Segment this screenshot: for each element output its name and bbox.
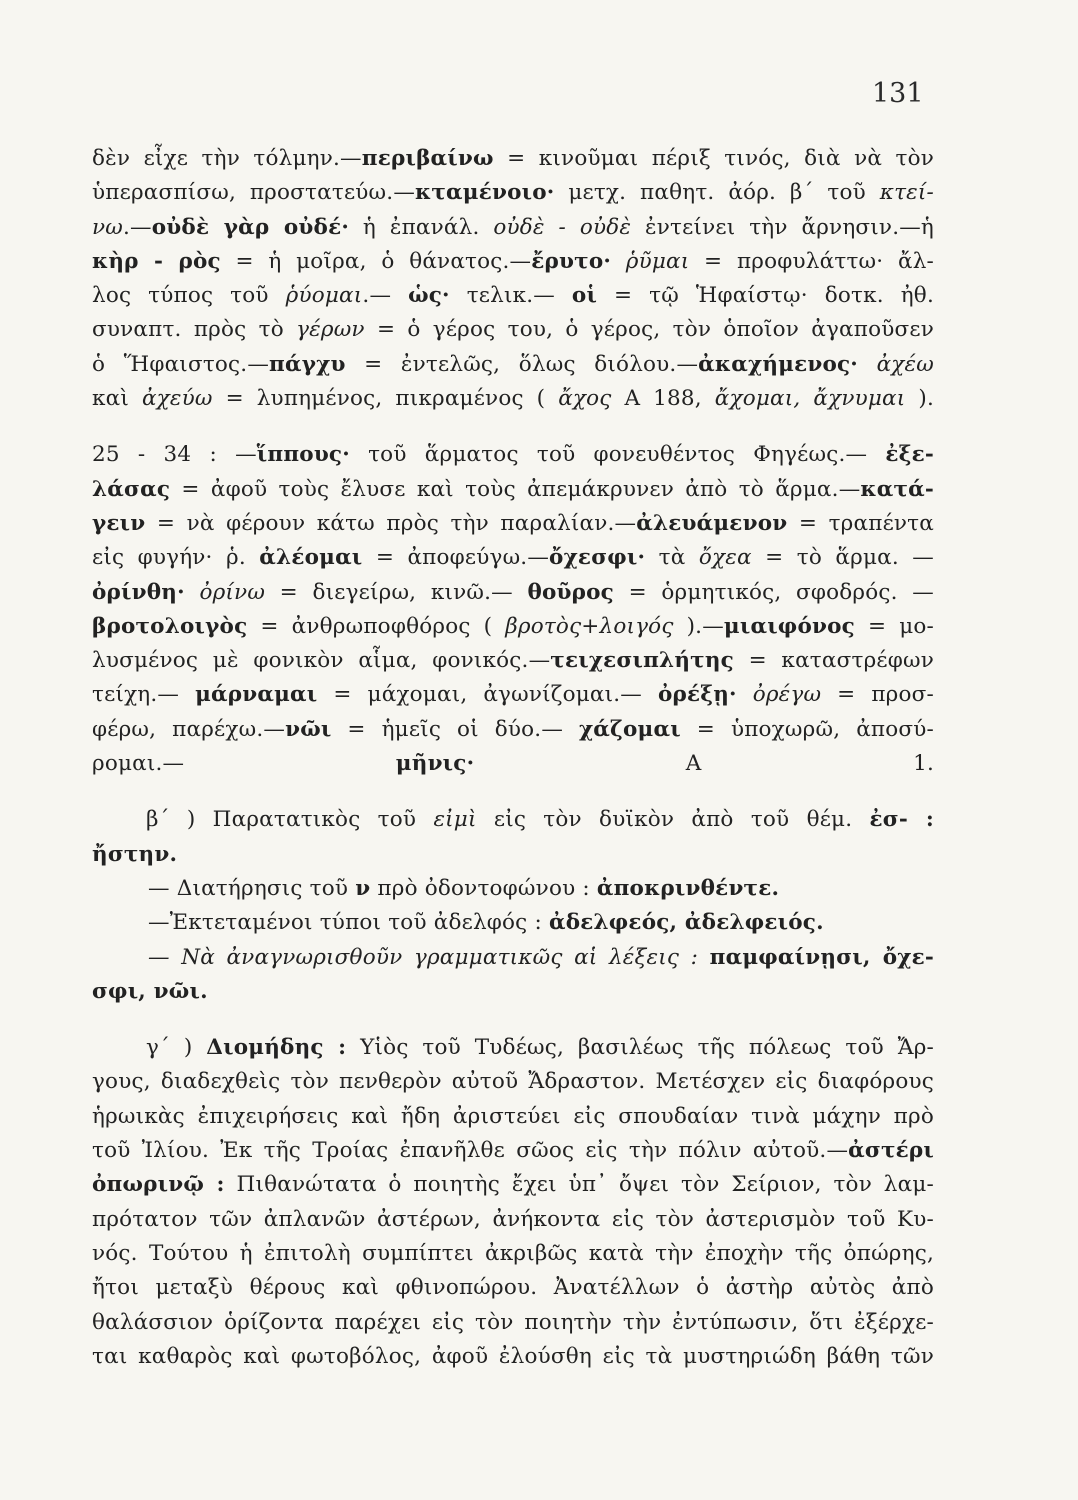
text-line: [92, 1340, 934, 1374]
text-run: Α 188,: [611, 386, 715, 412]
text-line: [92, 541, 934, 575]
bold-term: ἵππους·: [256, 442, 350, 468]
bold-term: ἀκαχήμενος·: [698, 351, 858, 377]
text-run: = λυπημένος, πικραμένος (: [212, 386, 559, 412]
text-line: [92, 382, 934, 416]
text-run: εἰς τὸν δυϊκὸν ἀπὸ τοῦ θέμ.: [476, 807, 870, 833]
text-run: λος τύπος τοῦ: [92, 283, 286, 309]
text-run: ται καθαρὸς καὶ φωτοβόλος, ἀφοῦ ἐλούσθη εἰς τὰ μυστηριώδη βάθη τῶν: [92, 1343, 934, 1369]
bold-term: περιβαίνω: [361, 146, 494, 171]
text-line: [92, 1271, 934, 1305]
text-run: εἰς φυγήν· ῥ.: [92, 545, 260, 571]
italic-term: εἰμὶ: [433, 807, 477, 833]
italic-term: ῥῦμαι: [625, 248, 690, 274]
bold-term: ἀδελφεός, ἀδελφειός.: [548, 910, 824, 936]
text-run: συναπτ. πρὸς τὸ: [92, 317, 297, 343]
text-run: τείχη.—: [92, 682, 196, 708]
bold-term: κταμένοιο·: [415, 180, 555, 206]
text-run: = κινοῦμαι πέριξ τινός, διὰ νὰ τὸν: [493, 146, 935, 171]
italic-term: ἄχομαι, ἄχνυμαι: [714, 386, 906, 412]
text-run: ἡ ἐπανάλ.: [349, 214, 494, 240]
bold-term: κατά-: [860, 476, 934, 502]
bold-term: ἀλέομαι: [259, 545, 363, 571]
italic-term: γέρων: [296, 317, 365, 343]
bold-term: χάζομαι: [578, 716, 681, 742]
text-run: — Διατήρησις τοῦ: [148, 875, 356, 901]
text-line: [92, 975, 934, 1009]
text-run: νός. Τούτου ἡ ἐπιτολὴ συμπίπτει ἀκριβῶς κατὰ τὴν ἐποχὴν τῆς ὀπώρης,: [92, 1240, 934, 1266]
text-run: = ὁ γέρος του, ὁ γέρος, τὸν ὁποῖον ἀγαποῦσεν: [364, 317, 934, 343]
text-run: = ὁρμητικός, σφοδρός. —: [613, 579, 934, 605]
text-run: Πιθανώτατα ὁ ποιητὴς ἔχει ὑπ᾿ ὄψει τὸν Σείριον, τὸν λαμ-: [224, 1172, 934, 1198]
bold-term: ὀπωρινῷ :: [92, 1172, 225, 1198]
text-line: [92, 1306, 934, 1340]
text-line: [92, 1203, 934, 1237]
italic-term: κτεί-: [879, 180, 934, 206]
text-run: β΄ ) Παρατατικὸς τοῦ: [146, 807, 434, 833]
text-line: [92, 576, 934, 610]
bold-term: μῆνις·: [395, 751, 475, 777]
text-line: [92, 644, 934, 678]
text-run: δὲν εἶχε τὴν τόλμην.—: [92, 146, 362, 171]
text-run: = ἀνθρωποφθόρος (: [247, 613, 506, 639]
text-run: ρομαι.—: [92, 751, 396, 777]
bold-term: τειχεσιπλήτης: [550, 648, 734, 674]
italic-term: ἀχέω: [876, 351, 934, 377]
text-run: = καταστρέφων: [733, 648, 935, 674]
text-run: τοῦ ἅρματος τοῦ φονευθέντος Φηγέως.—: [349, 442, 886, 468]
text-run: = προφυλάττω· ἄλ-: [689, 248, 934, 274]
bold-term: παμφαίνῃσι, ὄχε-: [709, 944, 934, 970]
text-line: [92, 176, 934, 210]
text-line: [92, 610, 934, 644]
bold-term: βροτολοιγὸς: [92, 613, 248, 639]
bold-term: ἐσ- :: [869, 807, 934, 833]
text-line: [92, 473, 934, 507]
text-run: = νὰ φέρουν κάτω πρὸς τὴν παραλίαν.—: [145, 510, 637, 536]
text-run: [737, 682, 753, 707]
bold-term: νῶι: [285, 716, 332, 742]
text-run: πρότατον τῶν ἀπλανῶν ἀστέρων, ἀνήκοντα εἰς τὸν ἀστερισμὸν τοῦ Κυ-: [92, 1206, 934, 1232]
text-line: [92, 941, 934, 975]
bold-term: γειν: [92, 510, 146, 536]
bold-term: ν: [355, 875, 371, 901]
text-line: [92, 142, 934, 176]
text-run: = ἀποφεύγω.—: [362, 545, 550, 571]
text-line: [92, 678, 934, 712]
text-run: ).: [905, 386, 934, 412]
text-line: [92, 1065, 934, 1099]
text-line: [92, 1237, 934, 1271]
body-text: [92, 142, 934, 1374]
bold-term: μιαιφόνος: [723, 613, 855, 639]
text-run: = τραπέντα: [787, 510, 934, 536]
italic-term: βροτὸς+λοιγός: [505, 613, 674, 639]
bold-term: ὄχεσφι·: [549, 545, 646, 571]
text-run: θαλάσσιον ὁρίζοντα παρέχει εἰς τὸν ποιητὴν τὴν ἐντύπωσιν, ὅτι ἐξέρχε-: [92, 1309, 934, 1335]
text-line: [92, 747, 934, 781]
text-line: [92, 507, 934, 541]
text-run: Α 1.: [474, 751, 934, 777]
paragraph-gap: [92, 781, 934, 803]
text-run: 25 - 34 : —: [92, 442, 257, 468]
text-run: ).—: [673, 613, 724, 639]
text-run: = ἡ μοῖρα, ὁ θάνατος.—: [220, 248, 532, 274]
text-line: [92, 211, 934, 245]
text-run: τοῦ Ἰλίου. Ἐκ τῆς Τροίας ἐπανῆλθε σῶος εἰς τὴν πόλιν αὐτοῦ.—: [92, 1138, 849, 1164]
italic-term: οὐδὲ - οὐδὲ: [493, 214, 632, 240]
text-line: [92, 1168, 934, 1202]
bold-term: λάσας: [92, 476, 171, 502]
text-run: [185, 580, 200, 605]
text-run: μετχ. παθητ. ἀόρ. β΄ τοῦ: [554, 180, 880, 206]
text-run: ἐντείνει τὴν ἄρνησιν.—ἡ: [631, 214, 935, 240]
bold-term: ὡς·: [408, 283, 450, 309]
italic-term: ῥύομαι: [285, 283, 363, 309]
text-run: [858, 352, 877, 377]
text-run: .—: [123, 214, 152, 240]
text-run: ὁ Ἥφαιστος.—: [92, 351, 270, 377]
bold-term: ἤστην.: [92, 841, 178, 867]
text-run: —Ἐκτεταμένοι τύποι τοῦ ἀδελφός :: [148, 910, 549, 936]
text-line: [92, 348, 934, 382]
italic-term: ὄχεα: [698, 545, 752, 571]
text-run: = ὑποχωρῶ, ἀποσύ-: [680, 716, 934, 742]
text-line: [92, 713, 934, 747]
text-run: = μάχομαι, ἀγωνίζομαι.—: [317, 682, 658, 708]
bold-term: ὀρέξῃ·: [657, 682, 737, 708]
text-line: [92, 245, 934, 279]
text-line: [92, 1031, 934, 1065]
text-line: [92, 313, 934, 347]
italic-term: ἄχος: [558, 386, 612, 412]
text-line: [92, 438, 934, 472]
page-number: 131: [872, 78, 924, 109]
bold-term: ἀστέρι: [848, 1138, 934, 1164]
paragraph-gap: [92, 416, 934, 438]
text-run: = τὸ ἅρμα. —: [751, 545, 935, 571]
paragraph-gap: [92, 1009, 934, 1031]
bold-term: ἔρυτο·: [531, 248, 612, 274]
text-line: [92, 872, 934, 906]
text-run: = προσ-: [821, 682, 934, 708]
text-line: [92, 906, 934, 940]
bold-term: κὴρ - ρὸς: [92, 248, 221, 274]
bold-term: Διομήδης :: [206, 1035, 347, 1061]
text-line: [92, 279, 934, 313]
bold-term: μάρναμαι: [195, 682, 318, 708]
text-line: [92, 838, 934, 872]
text-run: ἤτοι μεταξὺ θέρους καὶ φθινοπώρου. Ἀνατέλλων ὁ ἀστὴρ αὐτὸς ἀπὸ: [92, 1275, 934, 1301]
italic-term: ὀρίνω: [199, 579, 266, 605]
bold-term: θοῦρος: [527, 579, 614, 605]
bold-term: σφι, νῶι.: [92, 978, 208, 1004]
text-run: ἡρωικὰς ἐπιχειρήσεις καὶ ἤδη ἀριστεύει εἰς σπουδαίαν τινὰ μάχην πρὸ: [92, 1103, 934, 1129]
bold-term: οἱ: [571, 283, 598, 309]
bold-term: ἐξε-: [885, 442, 934, 468]
bold-term: οὐδὲ γὰρ οὐδέ·: [151, 214, 350, 240]
text-run: [611, 249, 626, 274]
text-run: = τῷ Ἡφαίστῳ· δοτκ. ἠθ.: [597, 283, 934, 309]
text-run: γ΄ ): [146, 1035, 207, 1061]
text-run: γους, διαδεχθεὶς τὸν πενθερὸν αὐτοῦ Ἄδραστον. Μετέσχεν εἰς διαφόρους: [92, 1069, 934, 1095]
text-run: Υἱὸς τοῦ Τυδέως, βασιλέως τῆς πόλεως τοῦ Ἄρ-: [346, 1035, 934, 1061]
italic-term: ὀρέγω: [752, 682, 822, 708]
text-run: πρὸ ὀδοντοφώνου :: [370, 875, 597, 901]
text-run: φέρω, παρέχω.—: [92, 716, 286, 742]
text-run: καὶ: [92, 386, 142, 412]
text-run: λυσμένος μὲ φονικὸν αἷμα, φονικός.—: [92, 648, 551, 674]
text-run: = ἐντελῶς, ὅλως διόλου.—: [345, 351, 699, 377]
bold-term: ἀλευάμενον: [636, 510, 788, 536]
text-line: [92, 803, 934, 837]
text-run: = διεγείρω, κινῶ.—: [265, 579, 528, 605]
bold-term: ὀρίνθη·: [92, 579, 185, 605]
text-run: τὰ: [645, 545, 699, 571]
bold-term: πάγχυ: [269, 351, 346, 377]
italic-term: νω: [92, 214, 124, 240]
bold-term: ἀποκρινθέντε.: [596, 875, 780, 901]
text-line: [92, 1100, 934, 1134]
italic-term: ἀχεύω: [141, 386, 213, 412]
text-run: = ἡμεῖς οἱ δύο.—: [331, 716, 579, 742]
text-run: .—: [362, 283, 409, 309]
text-run: = ἀφοῦ τοὺς ἔλυσε καὶ τοὺς ἀπεμάκρυνεν ἀπὸ τὸ ἅρμα.—: [170, 476, 861, 502]
text-run: [698, 945, 710, 970]
text-run: = μο-: [854, 613, 934, 639]
text-run: ὑπερασπίσω, προστατεύω.—: [92, 180, 416, 206]
text-run: τελικ.—: [449, 283, 572, 309]
italic-term: — Νὰ ἀναγνωρισθοῦν γραμματικῶς αἱ λέξεις :: [148, 944, 699, 970]
text-line: [92, 1134, 934, 1168]
